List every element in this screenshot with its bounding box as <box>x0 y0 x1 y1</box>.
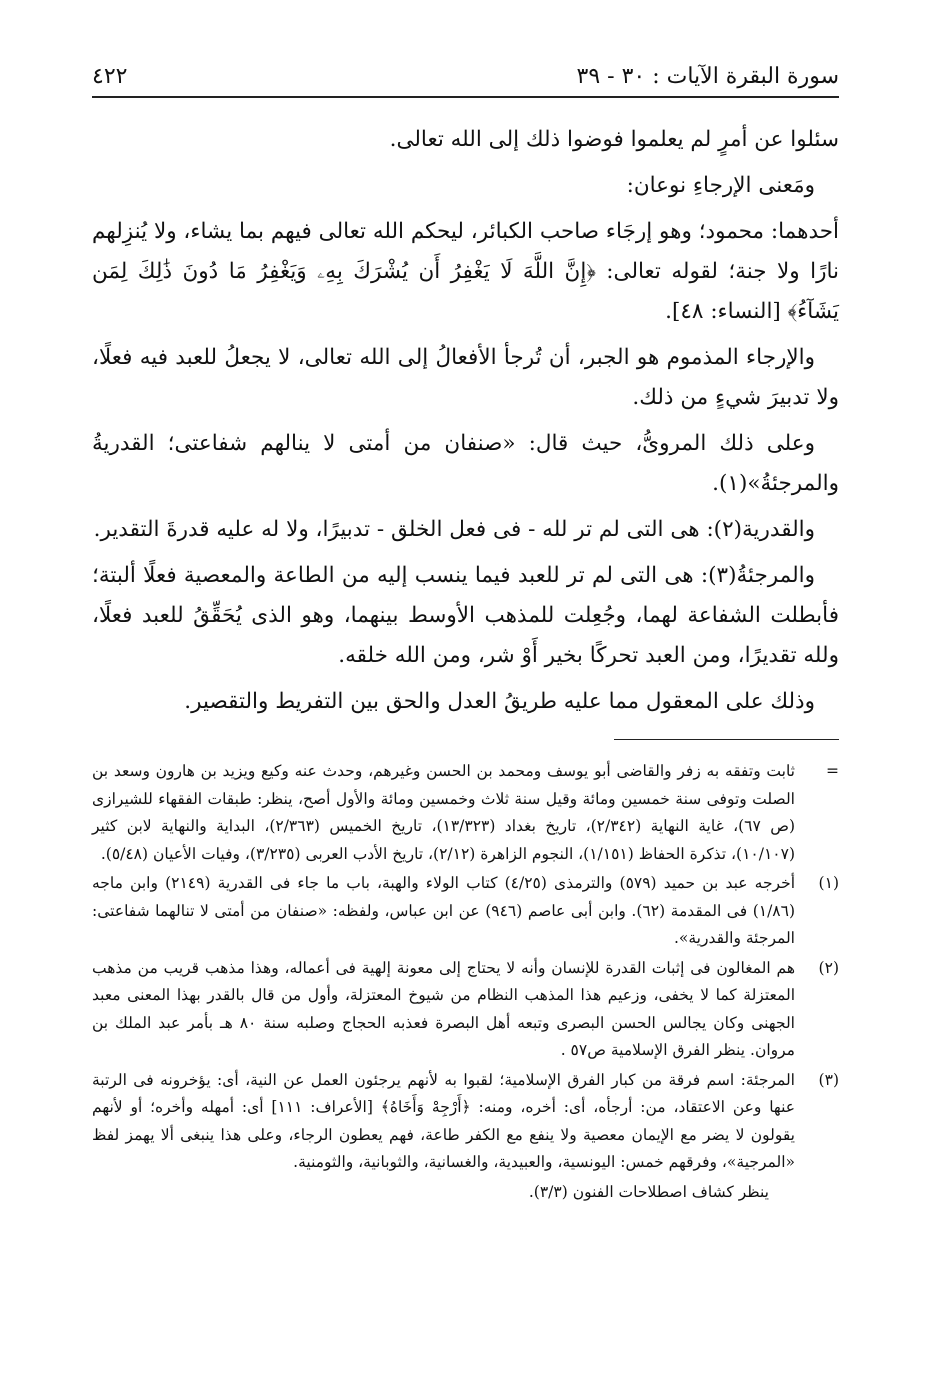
footnote-text: أخرجه عبد بن حميد (٥٧٩) والترمذى (٤/٢٥) كتاب الولاء والهبة، باب ما جاء فى القدرية (٢١٤٩) وابن ماجه (١/٨٦) فى المقدمة (٦٢). وابن أبى عاصم (٩٤٦) عن ابن عباس، ولفظه: «صنفان من أمتى لا تنالهما شفاعتى: المرجئة والقدرية». <box>92 874 796 947</box>
header-rule <box>92 96 839 98</box>
paragraph: وعلى ذلك المروىُّ، حيث قال: «صنفان من أمتى لا ينالهم شفاعتى؛ القدريةُ والمرجئةُ»(١). <box>92 431 839 496</box>
paragraph: وذلك على المعقول مما عليه طريقُ العدل والحق بين التفريط والتقصير. <box>184 689 815 714</box>
footnote-marker: (٢) <box>818 958 839 977</box>
paragraph: سئلوا عن أمرٍ لم يعلموا فوضوا ذلك إلى الله تعالى. <box>389 127 839 152</box>
paragraph: والقدرية(٢): هى التى لم تر لله - فى فعل الخلق - تدبيرًا، ولا له عليه قدرةَ التقدير. <box>93 517 815 542</box>
paragraph: ومَعنى الإرجاءِ نوعان: <box>626 173 815 198</box>
page-header <box>92 58 839 94</box>
footnote <box>92 870 839 953</box>
footnotes <box>92 758 839 1206</box>
running-title: سورة البقرة الآيات : ٣٠ - ٣٩ <box>576 63 839 89</box>
footnote-marker: = <box>826 762 839 780</box>
paragraph: والمرجئةُ(٣): هى التى لم تر للعبد فيما ينسب إليه من الطاعة والمعصية فعلًا ألبتة؛ فأبطلت الشفاعة لهما، وجُعِلت للمذهب الأوسط بينهما، وهو الذى يُحَقِّقُ للعبد فعلًا، ولله تقديرًا، ومن العبد تحركًا بخير أَوْ شر، ومن الله خلقه. <box>92 563 839 668</box>
paragraph: والإرجاء المذموم هو الجبر، أن تُرجأ الأفعالُ إلى الله تعالى، لا يجعلُ للعبد فيه فعلًا، ولا تدبيرَ شيءٍ من ذلك. <box>92 345 839 410</box>
footnote <box>92 955 839 1065</box>
footnote-reference: ينظر كشاف اصطلاحات الفنون (٣/٣). <box>528 1182 769 1201</box>
footnote-separator <box>614 739 839 740</box>
footnote-marker: (١) <box>818 874 839 892</box>
footnote <box>92 1067 839 1177</box>
footnote-text: ثابت وتفقه به زفر والقاضى أبو يوسف ومحمد بن الحسن وغيرهم، وحدث عنه وكيع ويزيد بن هارون وسعد بن الصلت وتوفى سنة خمسين ومائة وقيل سنة ثلاث وخمسين ومائة والأول أصح، ينظر: طبقات الفقهاء للشيرازى (ص ٦٧)، غاية النهاية (٢/٣٤٢)، تاريخ بغداد (١٣/٣٢٣)، تاريخ الخميس (٢/٣٦٣)، البداية والنهاية لابن كثير (١٠/١٠٧)، تذكرة الحفاظ (١/١٥١)، النجوم الزاهرة (٢/١٢)، تاريخ الأدب العربى (٣/٢٣٥)، وفيات الأعيان (٥/٤٨). <box>92 762 796 863</box>
footnote-marker: (٣) <box>818 1070 839 1089</box>
footnote-text: المرجئة: اسم فرقة من كبار الفرق الإسلامية؛ لقبوا به لأنهم يرجئون العمل عن النية، أى: يؤخرونه فى الرتبة عنها وعن الاعتقاد، من: أرجأه، أى: أخره، ومنه: ﴿أَرْجِهْ وَأَخَاهُ﴾ [الأعراف: ١١١] أى: أمهله وأخره؛ أو لأنهم يقولون لا يضر مع الإيمان معصية ولا ينفع مع الكفر طاعة، فهم يعطون الرجاء، وعلى هذا ينبغى ألا يهمز لفظ «المرجية»، وفرقهم خمس: اليونسية، والعبيدية، والغسانية، والثوبانية، والثومنية. <box>92 1070 795 1171</box>
page-number: ٤٢٢ <box>92 63 128 89</box>
paragraph: أحدهما: محمود؛ وهو إرجَاء صاحب الكبائر، ليحكم الله تعالى فيهم بما يشاء، ولا يُنزِلهم نارًا ولا جنة؛ لقوله تعالى: ﴿إِنَّ اللَّهَ لَا يَغْفِرُ أَن يُشْرَكَ بِهِۦ وَيَغْفِرُ مَا دُونَ ذَٰلِكَ لِمَن يَشَآءُ﴾ [النساء: ٤٨]. <box>92 219 839 324</box>
main-text <box>92 120 839 728</box>
footnote <box>92 758 839 868</box>
footnote-text: هم المغالون فى إثبات القدرة للإنسان وأنه لا يحتاج إلى معونة إلهية فى أعماله، وهذا مذهب قريب من مذهب المعتزلة كما لا يخفى، وزعيم هذا المذهب النظام من شيوخ المعتزلة، وأول من قال بالقدر بهذا المعنى معبد الجهنى وكان يجالس الحسن البصرى وتبعه أهل البصرة فعذبه الحجاج وصلبه سنة ٨٠ هـ بأمر عبد الملك بن مروان. ينظر الفرق الإسلامية ص٥٧ . <box>92 958 795 1059</box>
